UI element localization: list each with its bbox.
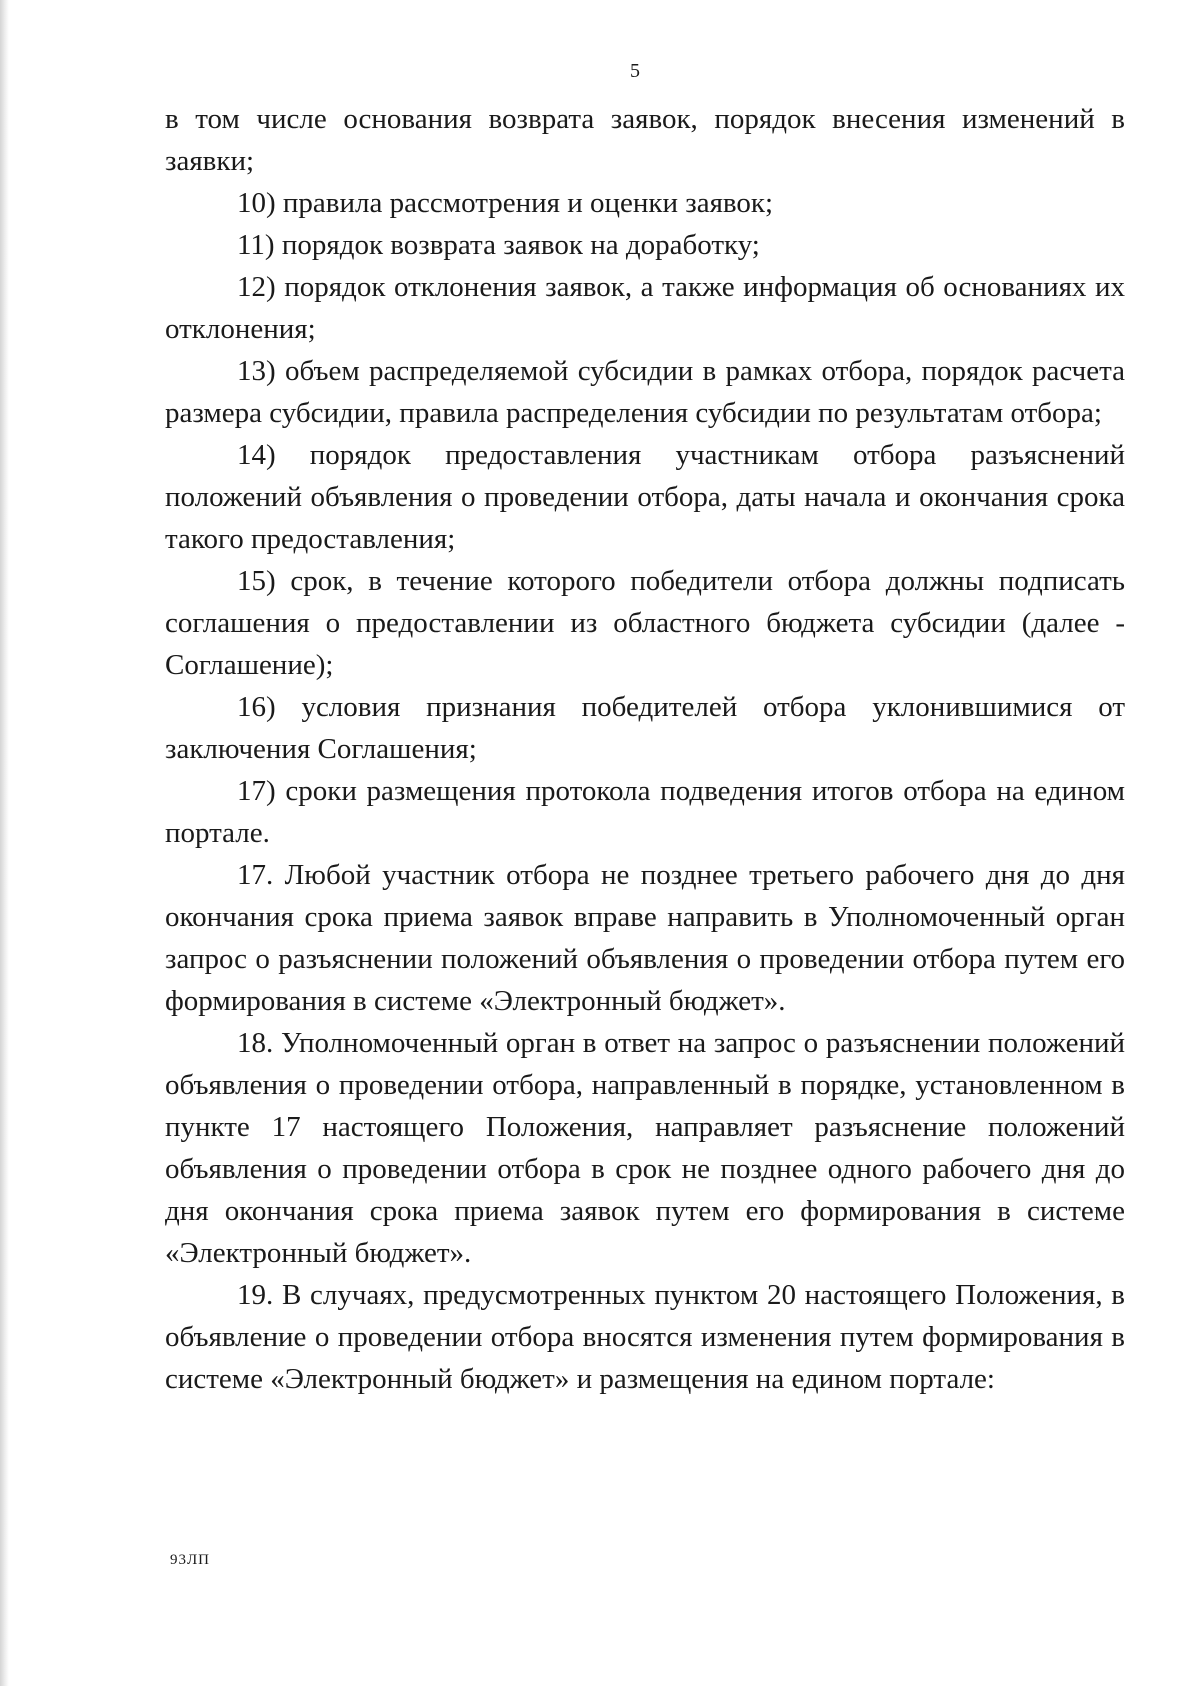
clause-19: 19. В случаях, предусмотренных пунктом 20 настоящего Положения, в объявление о проведении отбора вносятся изменения путем формирования в системе «Электронный бюджет» и размещения на едином портале: [165,1279,1125,1395]
document-body [165,98,1125,1400]
paragraph-continuation: в том числе основания возврата заявок, порядок внесения изменений в заявки; [165,103,1125,177]
footer-code: 93ЛП [170,1552,211,1568]
clause-18: 18. Уполномоченный орган в ответ на запрос о разъяснении положений объявления о проведении отбора, направленный в порядке, установленном в пункте 17 настоящего Положения, направляет разъяснение положений объявления о проведении отбора в срок не позднее одного рабочего дня до дня окончания срока приема заявок путем его формирования в системе «Электронный бюджет». [165,1027,1125,1269]
clause-17: 17. Любой участник отбора не позднее третьего рабочего дня до дня окончания срока приема заявок вправе направить в Уполномоченный орган запрос о разъяснении положений объявления о проведении отбора путем его формирования в системе «Электронный бюджет». [165,859,1125,1017]
scan-edge [0,0,9,1686]
list-item-17: 17) сроки размещения протокола подведения итогов отбора на едином портале. [165,775,1125,849]
list-item-13: 13) объем распределяемой субсидии в рамках отбора, порядок расчета размера субсидии, правила распределения субсидии по результатам отбора; [165,355,1125,429]
list-item-14: 14) порядок предоставления участникам отбора разъяснений положений объявления о проведении отбора, даты начала и окончания срока такого предоставления; [165,439,1125,555]
list-item-11: 11) порядок возврата заявок на доработку; [237,229,760,261]
list-item-12: 12) порядок отклонения заявок, а также информация об основаниях их отклонения; [165,271,1125,345]
page-number: 5 [630,60,640,82]
list-item-10: 10) правила рассмотрения и оценки заявок; [237,187,774,219]
list-item-16: 16) условия признания победителей отбора уклонившимися от заключения Соглашения; [165,691,1125,765]
list-item-15: 15) срок, в течение которого победители отбора должны подписать соглашения о предоставлении из областного бюджета субсидии (далее - Соглашение); [165,565,1125,681]
